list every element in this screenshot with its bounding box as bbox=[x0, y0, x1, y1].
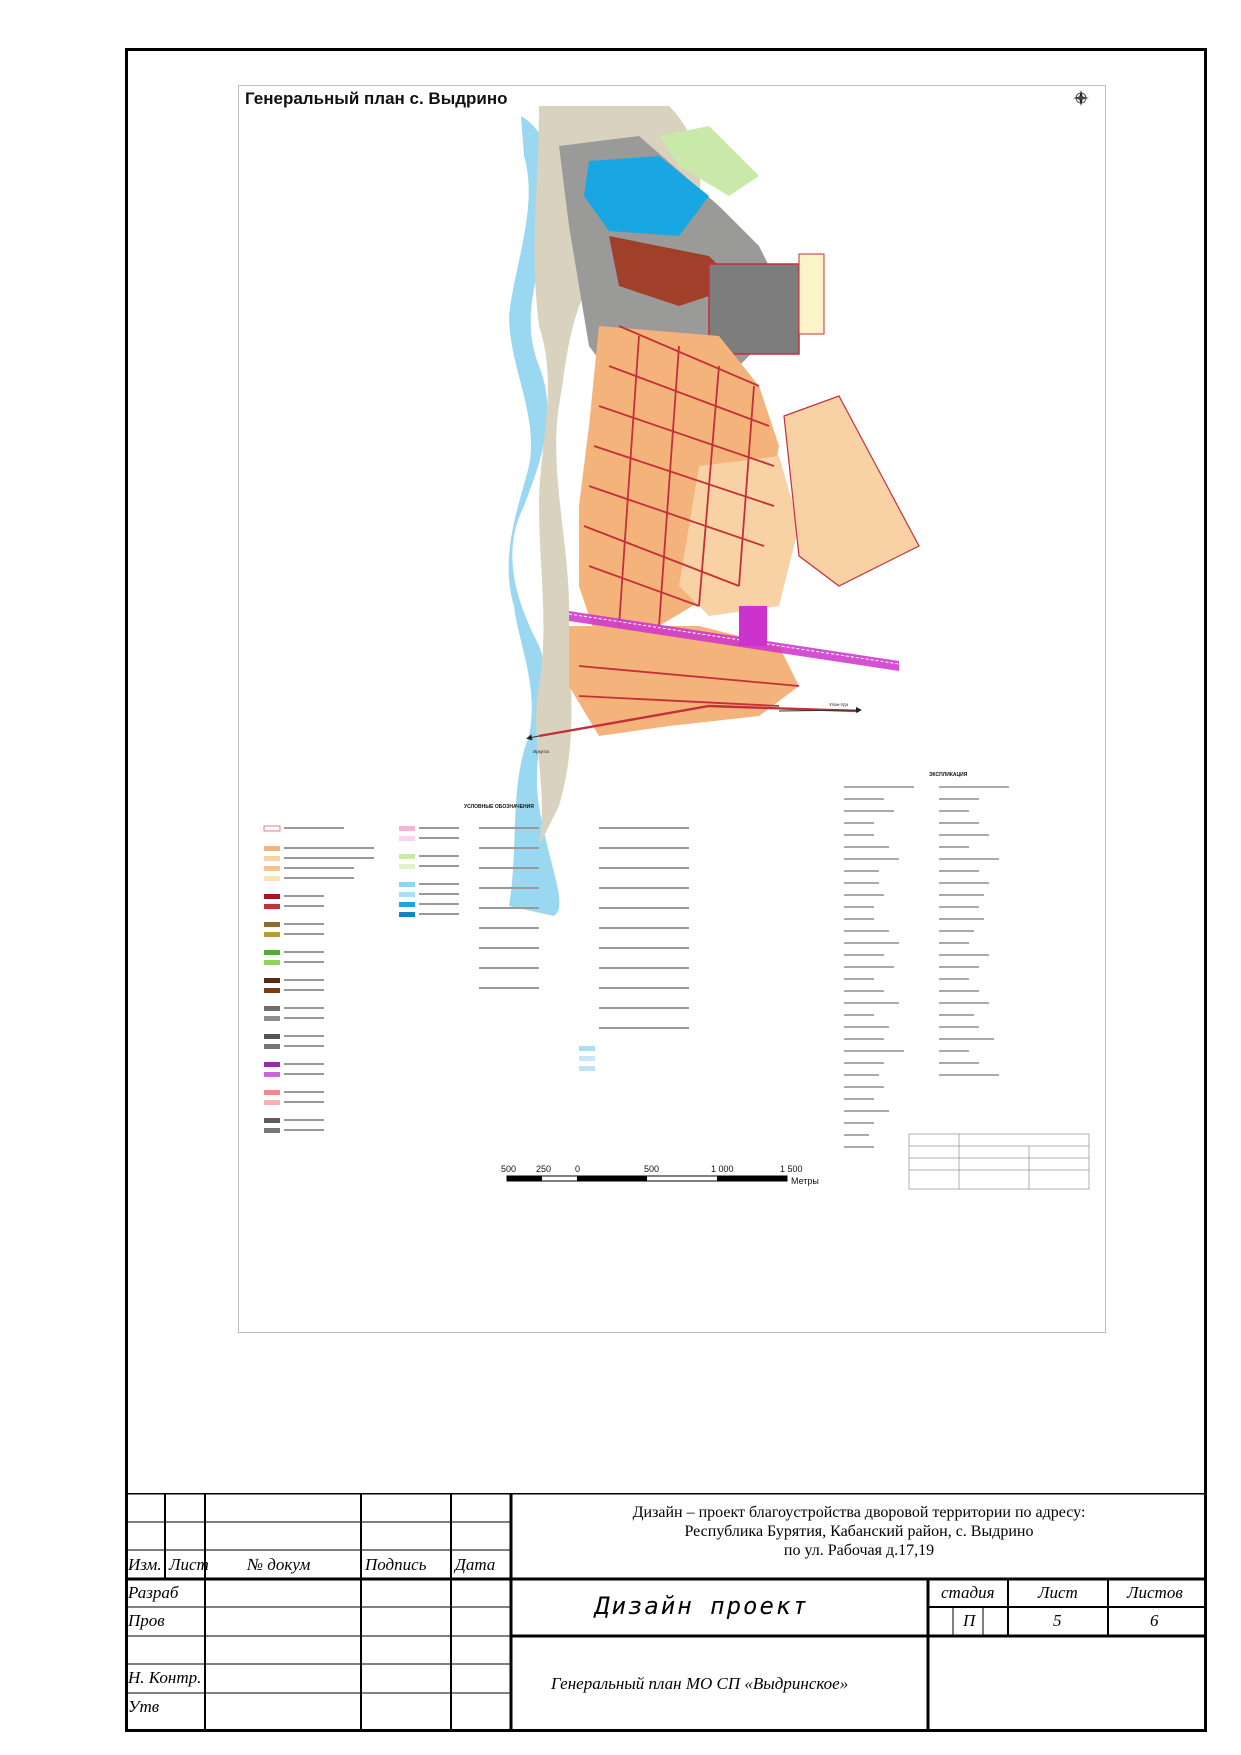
inner-title-block bbox=[909, 1134, 1089, 1189]
header-doc-number: № докум bbox=[247, 1555, 311, 1574]
road-label-west: Иркутск bbox=[533, 749, 550, 754]
header-date: Дата bbox=[455, 1555, 496, 1574]
header-izm: Изм. bbox=[128, 1555, 162, 1574]
scale-label-1000: 1 000 bbox=[711, 1164, 734, 1174]
project-description bbox=[511, 1503, 1207, 1560]
role-norm-control: Н. Контр. bbox=[128, 1668, 202, 1687]
road-label-east: Улан-Удэ bbox=[829, 702, 849, 707]
sheet-title: Генеральный план МО СП «Выдринское» bbox=[551, 1674, 849, 1693]
stage-label: стадия bbox=[941, 1583, 995, 1602]
transport-zone bbox=[739, 606, 767, 646]
role-approved: Утв bbox=[128, 1697, 160, 1716]
header-signature: Подпись bbox=[365, 1555, 427, 1574]
industrial-reserve bbox=[799, 254, 824, 334]
explication-lines bbox=[844, 786, 1009, 1148]
header-list: Лист bbox=[169, 1555, 209, 1574]
role-checker: Пров bbox=[128, 1611, 165, 1630]
description-line-3: по ул. Рабочая д.17,19 bbox=[783, 1542, 935, 1559]
title-block-stamp bbox=[125, 1493, 1207, 1732]
compass-icon bbox=[1073, 90, 1089, 106]
sheets-value: 6 bbox=[1150, 1611, 1159, 1630]
scale-unit: Метры bbox=[791, 1176, 819, 1186]
map-drawing bbox=[239, 86, 1105, 1332]
description-line-1: Дизайн – проект благоустройства дворовой территории по адресу: bbox=[632, 1504, 1086, 1521]
description-line-2: Республика Бурятия, Кабанский район, с. Выдрино bbox=[684, 1523, 1034, 1540]
sheet-value: 5 bbox=[1053, 1611, 1062, 1630]
scale-label-500-left: 500 bbox=[501, 1164, 517, 1174]
scale-label-0: 0 bbox=[575, 1164, 581, 1174]
scale-label-250: 250 bbox=[536, 1164, 552, 1174]
stage-value: П bbox=[963, 1611, 976, 1630]
explication-title: ЭКСПЛИКАЦИЯ bbox=[929, 772, 968, 778]
sheets-label: Листов bbox=[1127, 1583, 1183, 1602]
role-developer: Разраб bbox=[128, 1583, 179, 1602]
project-name: Дизайн проект bbox=[595, 1592, 809, 1620]
legend-title: УСЛОВНЫЕ ОБОЗНАЧЕНИЯ bbox=[464, 804, 534, 810]
map-title: Генеральный план с. Выдрино bbox=[245, 89, 508, 108]
legend-text-lines bbox=[284, 827, 689, 1131]
general-plan-map bbox=[238, 85, 1106, 1333]
planned-fields-east bbox=[784, 396, 919, 586]
scale-label-1500: 1 500 bbox=[780, 1164, 803, 1174]
scale-label-500: 500 bbox=[644, 1164, 660, 1174]
sheet-label: Лист bbox=[1038, 1583, 1078, 1602]
scale-bar bbox=[507, 1176, 787, 1181]
